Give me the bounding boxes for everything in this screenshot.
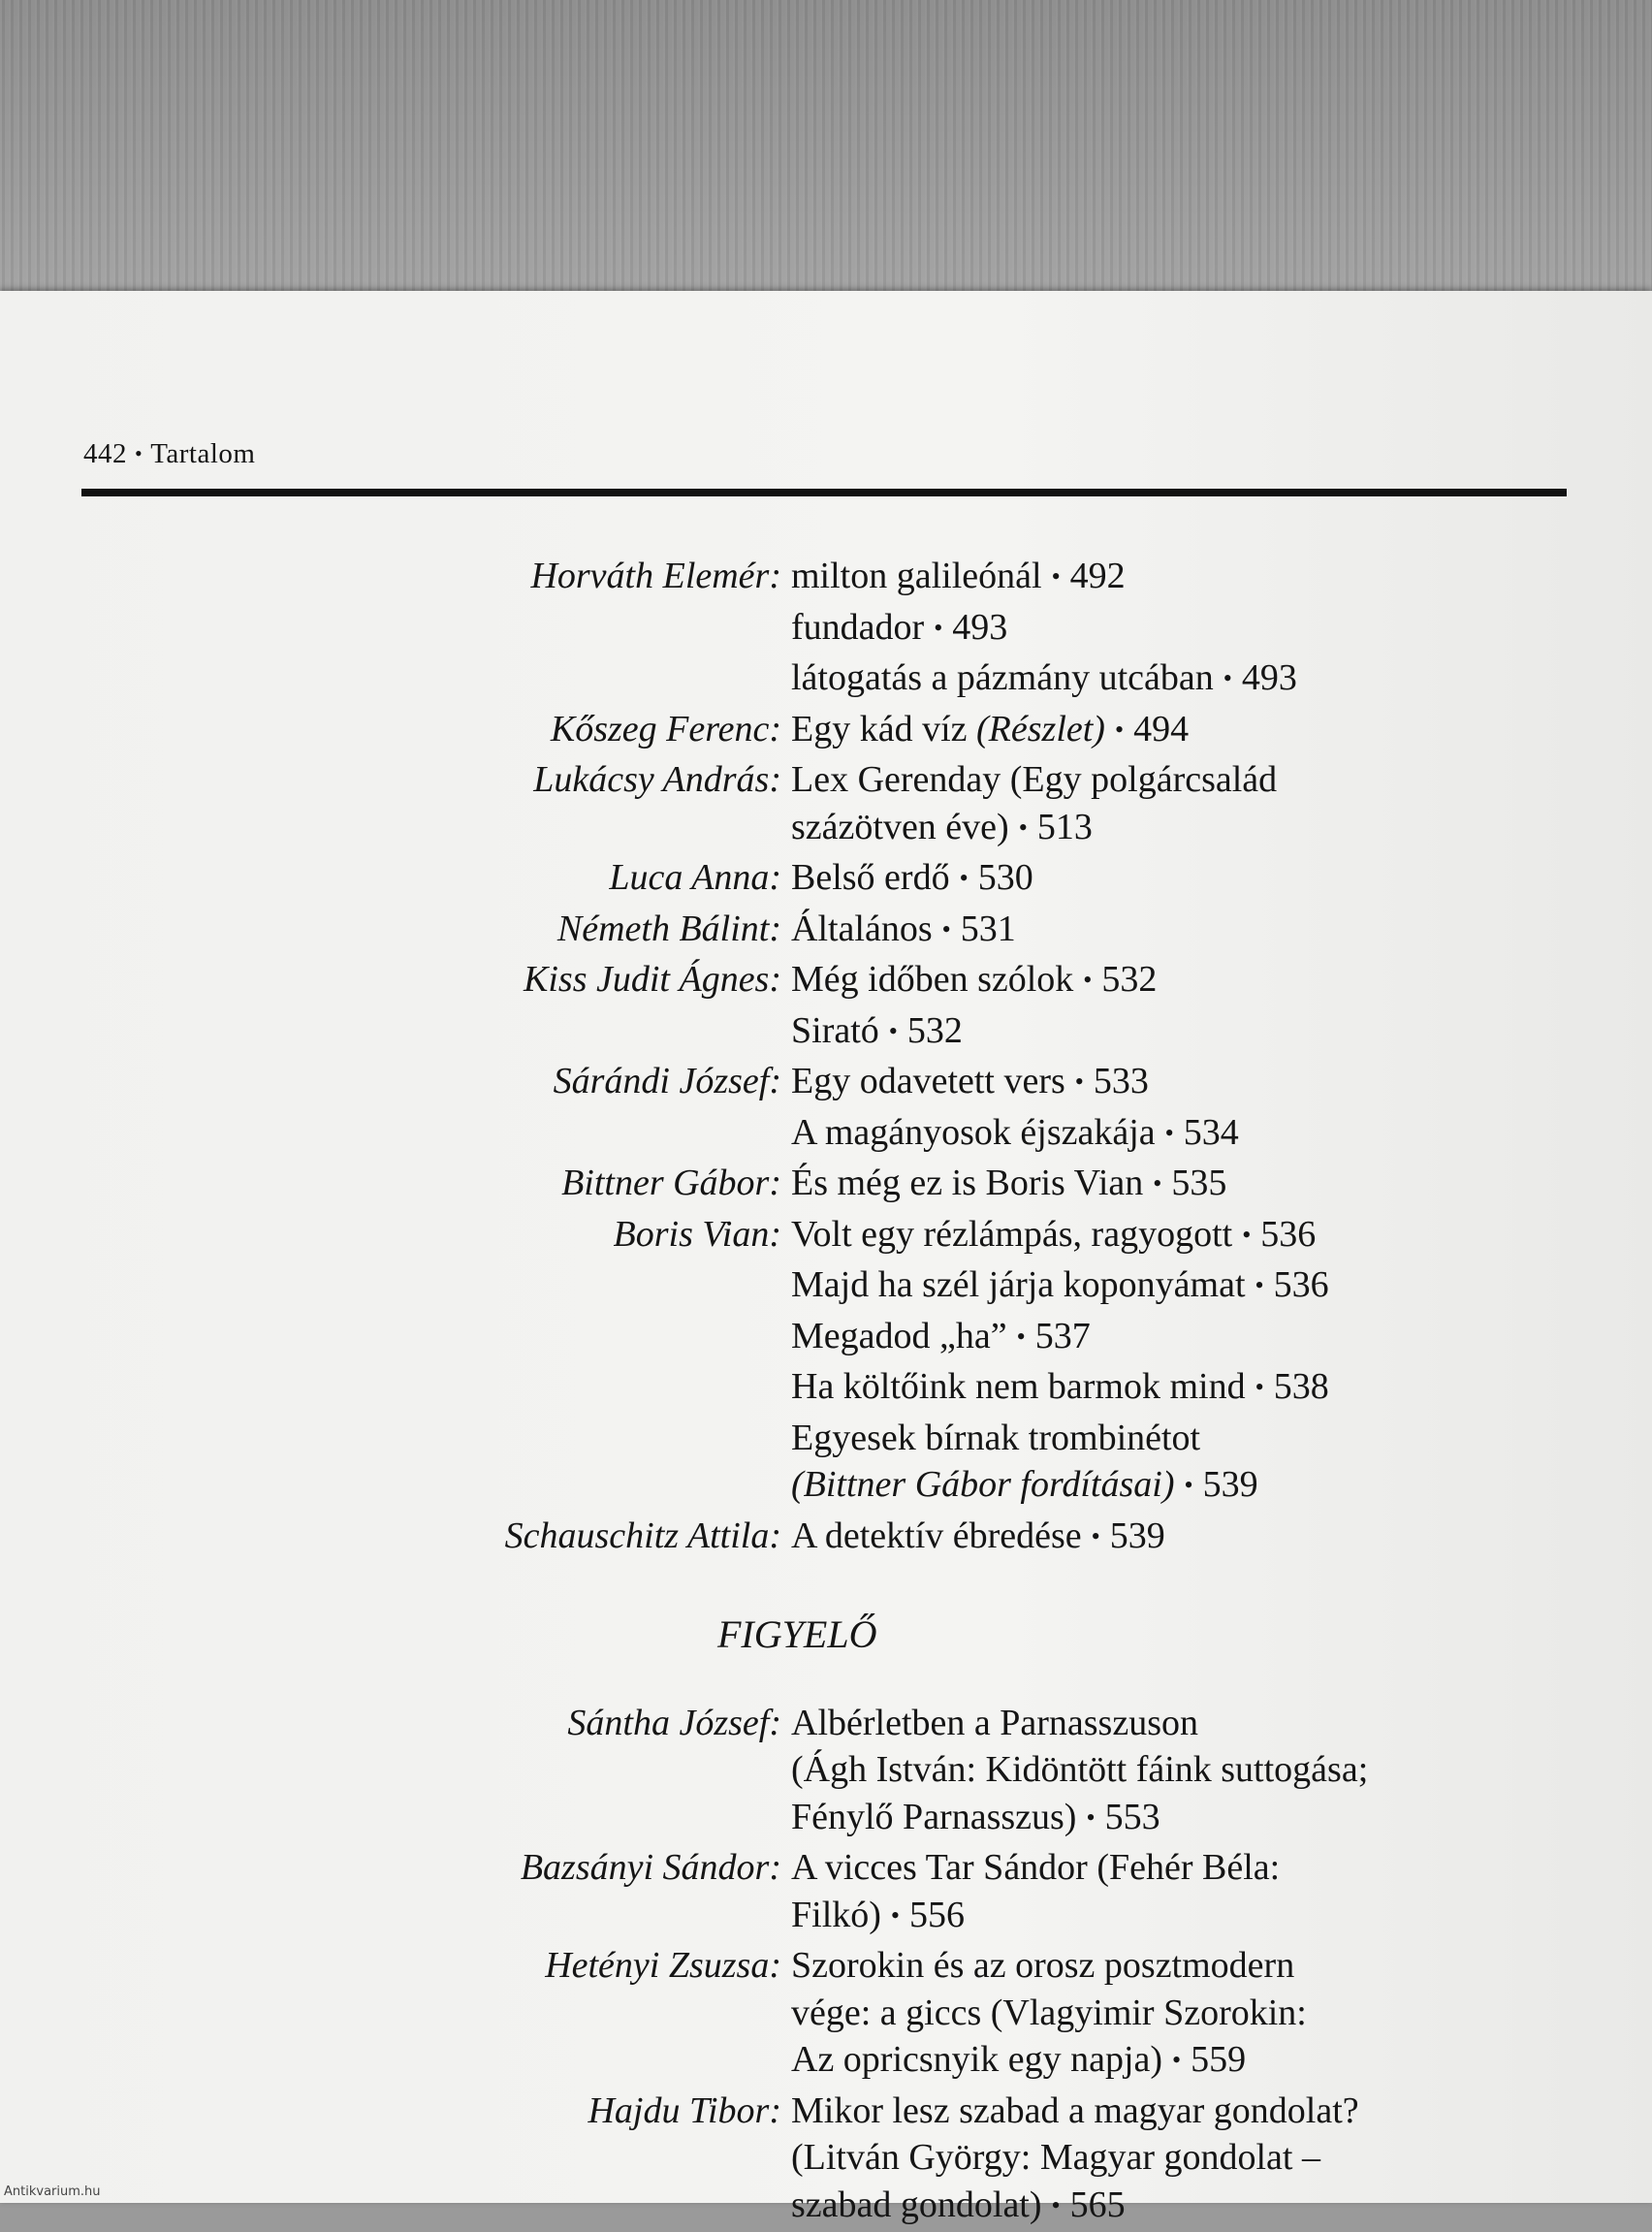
work-title-line (791, 1700, 1547, 1747)
bullet-separator: • (1255, 1271, 1264, 1299)
bullet-separator: • (1086, 1803, 1095, 1832)
bullet-separator: • (889, 1017, 898, 1045)
work-title-line (791, 1363, 1547, 1415)
works-list (791, 1211, 1547, 1513)
work-title-line (791, 1513, 1547, 1564)
work-title-italic: (Részlet) (976, 709, 1105, 749)
work-title-line (791, 1892, 1547, 1943)
author-name: Hetényi Zsuzsa: (0, 1942, 791, 2088)
work-title: (Litván György: Magyar gondolat – (791, 2137, 1320, 2178)
page-number: 492 (1070, 556, 1126, 596)
header-rule (81, 489, 1567, 496)
work-title-line (791, 553, 1547, 604)
work-title-line (791, 2134, 1547, 2182)
work-title: vége: a giccs (Vlagyimir Szorokin: (791, 1993, 1307, 2033)
works-list (791, 854, 1547, 906)
works-list (791, 1058, 1547, 1160)
work-title-line (791, 1844, 1547, 1892)
work-title-line (791, 706, 1547, 757)
work-title-line (791, 1261, 1547, 1313)
bullet-separator: • (1165, 1119, 1174, 1147)
work-title-line (791, 956, 1547, 1007)
bullet-separator: • (1019, 813, 1028, 842)
page-number: 536 (1274, 1264, 1329, 1305)
works-list (791, 2088, 1547, 2232)
work-title-line (791, 2036, 1547, 2088)
work-title: Filkó) (791, 1895, 881, 1935)
work-title-line (791, 2088, 1547, 2135)
work-title-line (791, 1415, 1547, 1462)
works-list (791, 1844, 1547, 1942)
work-title: Megadod „ha” (791, 1316, 1007, 1356)
page-number: 530 (978, 857, 1033, 898)
work-title-line (791, 1058, 1547, 1109)
work-title-line (791, 1160, 1547, 1211)
bullet-separator: • (1223, 664, 1232, 692)
work-title: A magányosok éjszakája (791, 1112, 1156, 1153)
bullet-separator: • (1092, 1522, 1100, 1550)
author-name: Bazsányi Sándor: (0, 1844, 791, 1942)
page-number: 493 (952, 607, 1007, 648)
page-number: 531 (961, 909, 1016, 949)
work-title-line (791, 1461, 1547, 1513)
works-list (791, 756, 1547, 854)
work-title: fundador (791, 607, 924, 648)
bullet-separator: • (1083, 966, 1092, 994)
work-title: látogatás a pázmány utcában (791, 657, 1214, 698)
section-name: Tartalom (150, 438, 255, 469)
bullet-separator: • (1075, 1068, 1084, 1096)
work-title-line (791, 1007, 1547, 1059)
bullet-separator: • (891, 1901, 900, 1929)
toc-list (0, 553, 1652, 1563)
works-list (791, 706, 1547, 757)
bullet-separator: • (942, 915, 951, 943)
work-title-line (791, 1109, 1547, 1161)
work-title: Albérletben a Parnasszuson (791, 1703, 1198, 1743)
author-name: Sántha József: (0, 1700, 791, 1845)
toc-entry (0, 2088, 1652, 2232)
works-list (791, 1160, 1547, 1211)
work-title: Az opricsnyik egy napja) (791, 2039, 1162, 2080)
author-name: Sárándi József: (0, 1058, 791, 1160)
toc-entry (0, 1942, 1652, 2088)
page-number: 536 (1260, 1214, 1316, 1255)
toc-entry (0, 854, 1652, 906)
bullet-separator: • (1115, 716, 1124, 744)
work-title: Volt egy rézlámpás, ragyogott (791, 1214, 1232, 1255)
bullet-separator: • (135, 441, 143, 465)
page-number: 493 (1242, 657, 1297, 698)
page-number: 556 (909, 1895, 965, 1935)
running-head (83, 438, 255, 470)
work-title: Sirató (791, 1010, 879, 1051)
work-title: És még ez is Boris Vian (791, 1163, 1143, 1203)
bullet-separator: • (934, 614, 942, 642)
bullet-separator: • (1172, 2046, 1181, 2074)
work-title-line (791, 2182, 1547, 2232)
work-title: Egy kád víz (791, 709, 976, 749)
table-of-contents (0, 553, 1652, 2232)
work-title-line (791, 756, 1547, 804)
toc-entry (0, 906, 1652, 957)
works-list (791, 1700, 1547, 1845)
page-number: 539 (1110, 1515, 1165, 1556)
page-number: 539 (1203, 1464, 1258, 1505)
work-title: Szorokin és az orosz posztmodern (791, 1945, 1294, 1986)
work-title: milton galileónál (791, 556, 1042, 596)
work-title: Ha költőink nem barmok mind (791, 1366, 1246, 1407)
toc-entry (0, 1513, 1652, 1564)
author-name: Kiss Judit Ágnes: (0, 956, 791, 1058)
bullet-separator: • (1052, 562, 1061, 590)
watermark: Antikvarium.hu (4, 2184, 101, 2199)
author-name: Boris Vian: (0, 1211, 791, 1513)
toc-entry (0, 1844, 1652, 1942)
work-title: Egy odavetett vers (791, 1061, 1065, 1101)
bullet-separator: • (1184, 1471, 1192, 1499)
page-number: 513 (1037, 807, 1093, 847)
author-name: Lukácsy András: (0, 756, 791, 854)
work-title: százötven éve) (791, 807, 1009, 847)
works-list (791, 906, 1547, 957)
author-name: Bittner Gábor: (0, 1160, 791, 1211)
toc-entry (0, 756, 1652, 854)
works-list (791, 553, 1547, 706)
work-title-line (791, 1942, 1547, 1990)
toc-entry (0, 1700, 1652, 1845)
author-name: Luca Anna: (0, 854, 791, 906)
page-number: 559 (1191, 2039, 1246, 2080)
work-title: Még időben szólok (791, 959, 1073, 1000)
works-list (791, 1942, 1547, 2088)
author-name: Kőszeg Ferenc: (0, 706, 791, 757)
work-title: A detektív ébredése (791, 1515, 1082, 1556)
work-title-line (791, 906, 1547, 957)
bullet-separator: • (1153, 1169, 1161, 1197)
author-name: Schauschitz Attila: (0, 1513, 791, 1564)
page-number: 442 (83, 438, 127, 469)
bullet-separator: • (960, 864, 969, 892)
bullet-separator: • (1242, 1221, 1251, 1249)
page-number: 532 (1101, 959, 1157, 1000)
toc-entry (0, 1211, 1652, 1513)
toc-entry (0, 706, 1652, 757)
work-title-line (791, 1211, 1547, 1262)
work-title: Majd ha szél járja koponyámat (791, 1264, 1246, 1305)
toc-entry (0, 956, 1652, 1058)
works-list (791, 956, 1547, 1058)
toc-entry (0, 553, 1652, 706)
page-number: 553 (1105, 1797, 1160, 1837)
page-number: 535 (1171, 1163, 1226, 1203)
author-name: Németh Bálint: (0, 906, 791, 957)
work-title-line (791, 854, 1547, 906)
works-list (791, 1513, 1547, 1564)
toc-entry (0, 1160, 1652, 1211)
page-number: 532 (907, 1010, 963, 1051)
page-number: 565 (1070, 2184, 1126, 2225)
page-number: 494 (1133, 709, 1189, 749)
work-title-line (791, 1313, 1547, 1364)
work-title: Egyesek bírnak trombinétot (791, 1418, 1200, 1458)
author-name: Horváth Elemér: (0, 553, 791, 706)
page-number: 537 (1035, 1316, 1091, 1356)
work-title: Lex Gerenday (Egy polgárcsalád (791, 759, 1277, 800)
work-title: szabad gondolat) (791, 2184, 1042, 2225)
work-title-italic: (Bittner Gábor fordításai) (791, 1464, 1174, 1505)
page-number: 534 (1184, 1112, 1239, 1153)
toc-list-figyelo (0, 1700, 1652, 2232)
bullet-separator: • (1017, 1323, 1026, 1351)
work-title-line (791, 804, 1547, 855)
bullet-separator: • (1052, 2191, 1061, 2219)
table-background (0, 0, 1652, 301)
work-title: A vicces Tar Sándor (Fehér Béla: (791, 1847, 1280, 1888)
work-title: (Ágh István: Kidöntött fáink suttogása; (791, 1749, 1368, 1790)
work-title: Általános (791, 909, 933, 949)
work-title-line (791, 1746, 1547, 1794)
toc-entry (0, 1058, 1652, 1160)
author-name: Hajdu Tibor: (0, 2088, 791, 2232)
section-title: FIGYELŐ (0, 1611, 1652, 1659)
work-title: Belső erdő (791, 857, 950, 898)
page-number: 533 (1094, 1061, 1149, 1101)
page-number: 538 (1274, 1366, 1329, 1407)
work-title: Mikor lesz szabad a magyar gondolat? (791, 2090, 1359, 2131)
bullet-separator: • (1255, 1373, 1264, 1401)
work-title-line (791, 1794, 1547, 1845)
work-title: Fénylő Parnasszus) (791, 1797, 1076, 1837)
work-title-line (791, 654, 1547, 706)
work-title-line (791, 604, 1547, 655)
work-title-line (791, 1990, 1547, 2037)
